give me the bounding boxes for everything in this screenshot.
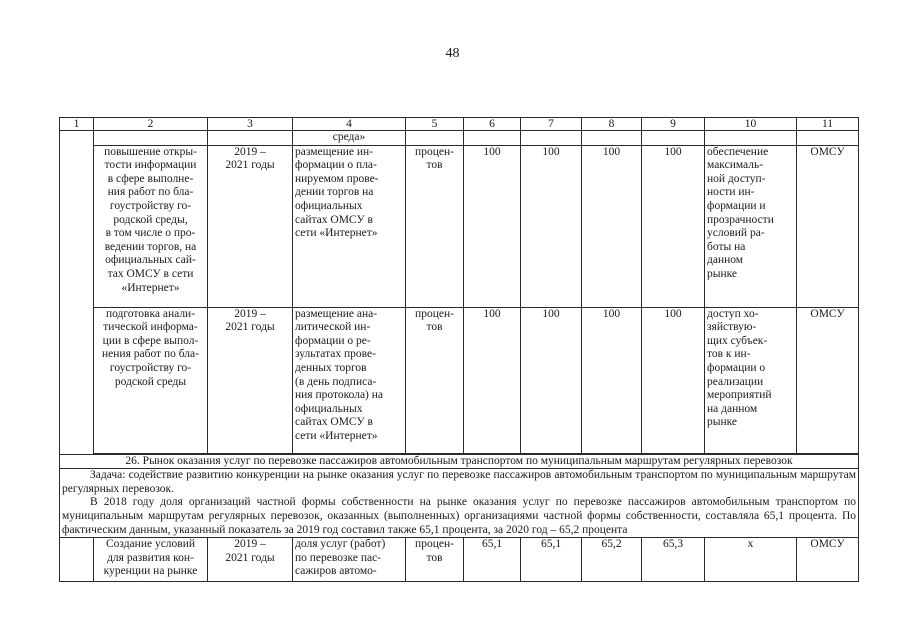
table-row [60, 307, 859, 453]
cell [464, 131, 521, 146]
cell-value-2019: 100 [521, 145, 582, 307]
cell-measure: Создание условий для развития кон- куренции на рынке [94, 538, 208, 582]
cell-unit: процен- тов [406, 307, 464, 453]
page-number: 48 [445, 46, 460, 61]
cell-indicator: доля услуг (работ) по перевозке пас- сажиров автомо- [293, 538, 406, 582]
cell-unit: процен- тов [406, 538, 464, 582]
cell-measure: повышение откры- тости информации в сфере выполне- ния работ по бла- гоустройству го- родской среды, в том числе о про- ведении торгов, на официальных сай- тах ОМСУ в сети «Интернет» [94, 145, 208, 307]
task-row [60, 469, 859, 538]
cell [94, 131, 208, 146]
column-header: 7 [521, 118, 582, 131]
cell-period: 2019 – 2021 годы [208, 538, 293, 582]
row-number-cell [60, 131, 94, 455]
cell-unit: процен- тов [406, 145, 464, 307]
task-paragraph [60, 469, 859, 538]
cell-measure: подготовка анали- тической информа- ции в сфере выпол- нения работ по бла- гоустройству го- родской среды [94, 307, 208, 453]
cell-value-2018: 65,1 [464, 538, 521, 582]
cell-indicator: размещение ана- литической ин- формации о ре- зультатах прове- денных торгов (в день подписа- ния протокола) на официальных сайтах ОМСУ в сети «Интернет» [293, 307, 406, 453]
column-header: 10 [705, 118, 797, 131]
cell-period: 2019 – 2021 годы [208, 307, 293, 453]
cell-indicator-continuation: среда» [293, 131, 406, 146]
cell-value-2020: 65,2 [582, 538, 642, 582]
cell-responsible: ОМСУ [797, 307, 859, 453]
cell-result: х [705, 538, 797, 582]
row-number-cell [60, 538, 94, 582]
cell [208, 131, 293, 146]
column-header: 5 [406, 118, 464, 131]
column-header: 6 [464, 118, 521, 131]
cell [521, 131, 582, 146]
cell-value-2019: 100 [521, 307, 582, 453]
column-header: 3 [208, 118, 293, 131]
task-text: Задача: содействие развитию конкуренции на рынке оказания услуг по перевозке пассажиров автомобильным транспортом по муниципальным маршрутам регулярных перевозок. [62, 469, 856, 495]
column-header: 4 [293, 118, 406, 131]
cell-responsible: ОМСУ [797, 538, 859, 582]
cell-indicator: размещение ин- формации о пла- нируемом прове- дении торгов на официальных сайтах ОМСУ в сети «Интернет» [293, 145, 406, 307]
cell-result: обеспечение максималь- ной доступ- ности ин- формации и прозрачности условий ра- боты на данном рынке [705, 145, 797, 307]
cell-value-2018: 100 [464, 307, 521, 453]
cell [406, 131, 464, 146]
column-header: 11 [797, 118, 859, 131]
continuation-row [60, 131, 859, 146]
column-numbers-row [60, 118, 859, 131]
section-title-row [60, 454, 859, 469]
cell-value-2021: 100 [642, 145, 705, 307]
cell-value-2019: 65,1 [521, 538, 582, 582]
table-row [60, 538, 859, 582]
column-header: 8 [582, 118, 642, 131]
column-header: 9 [642, 118, 705, 131]
cell-value-2020: 100 [582, 307, 642, 453]
cell [642, 131, 705, 146]
cell-value-2021: 65,3 [642, 538, 705, 582]
cell-period: 2019 – 2021 годы [208, 145, 293, 307]
measures-table [59, 117, 859, 582]
cell [582, 131, 642, 146]
info-text: В 2018 году доля организаций частной формы собственности на рынке оказания услуг по перевозке пассажиров автомобильным транспортом по муниципальным маршрутам регулярных перевозок, оказанных (выполненных) организациями частной формы собственности, составляла 65,1 процента. По фактическим данным, указанный показатель за 2019 год составил также 65,1 процента, за 2020 год – 65,2 процента [62, 496, 856, 536]
cell-value-2020: 100 [582, 145, 642, 307]
table-row [60, 145, 859, 307]
column-header: 1 [60, 118, 94, 131]
cell [705, 131, 797, 146]
cell-result: доступ хо- зяйствую- щих субъек- тов к ин- формации о реализации мероприятий на данном рынке [705, 307, 797, 453]
column-header: 2 [94, 118, 208, 131]
cell-value-2018: 100 [464, 145, 521, 307]
section-title: 26. Рынок оказания услуг по перевозке пассажиров автомобильным транспортом по муниципальным маршрутам регулярных перевозок [60, 454, 859, 469]
cell [797, 131, 859, 146]
cell-value-2021: 100 [642, 307, 705, 453]
cell-responsible: ОМСУ [797, 145, 859, 307]
